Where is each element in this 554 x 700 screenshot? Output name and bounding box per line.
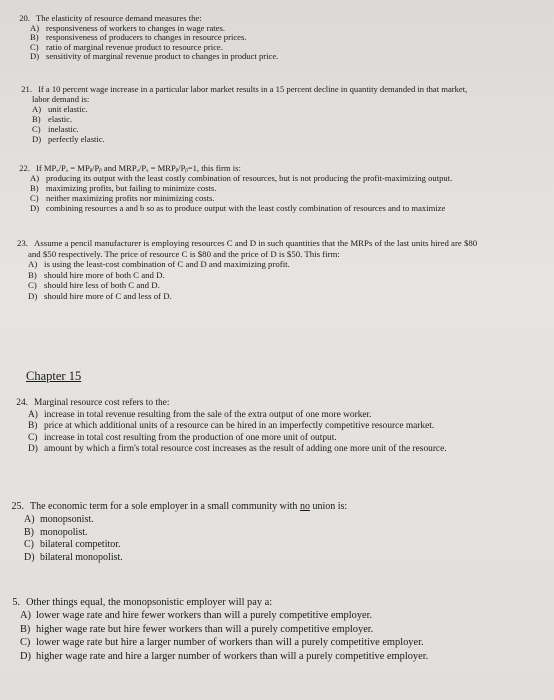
- option-b: B) monopolist.: [24, 526, 88, 538]
- option-d: D) higher wage rate and hire a larger number of workers than will a purely competitive employer.: [20, 650, 429, 662]
- option-b: B) higher wage rate but hire fewer workers than will a purely competitive employer.: [20, 623, 374, 635]
- question-stem-continued: and $50 respectively. The price of resource C is $80 and the price of D is $50. This firm:: [28, 248, 340, 259]
- option-a: A) is using the least-cost combination of C and D and maximizing profit.: [28, 259, 290, 270]
- question-stem-continued: labor demand is:: [32, 94, 90, 104]
- option-d: D) combining resources a and b so as to produce output with the least costly combination of resources and to maximize: [30, 203, 446, 213]
- option-a: A) monopsonist.: [24, 513, 94, 525]
- question-number: 22.: [19, 163, 30, 173]
- option-a: A) responsiveness of workers to changes in wage rates.: [30, 22, 225, 33]
- option-b: B) elastic.: [32, 114, 73, 124]
- underlined-word: no: [299, 501, 310, 512]
- option-b: B) maximizing profits, but failing to minimize costs.: [30, 183, 217, 193]
- option-c: C) bilateral competitor.: [24, 539, 121, 551]
- question-number: 23.: [17, 238, 28, 248]
- question-26: [0, 596, 554, 663]
- option-d: D) should hire more of C and less of D.: [28, 290, 172, 301]
- question-25: [0, 501, 554, 565]
- option-c: C) inelastic.: [32, 124, 79, 134]
- question-number: 21.: [21, 84, 32, 94]
- question-stem: The elasticity of resource demand measures the:: [36, 13, 202, 23]
- question-number: 5.: [12, 597, 20, 608]
- option-c: C) should hire less of both C and D.: [28, 280, 160, 291]
- question-24: [0, 398, 554, 456]
- option-b: B) price at which additional units of a resource can be hired in an imperfectly competitive resource market.: [28, 421, 435, 432]
- option-a: A) producing its output with the least costly combination of resources, but is not producing the profit-maximizing output.: [30, 173, 453, 183]
- option-c: C) ratio of marginal revenue product to resource price.: [30, 41, 223, 52]
- chapter-heading: Chapter 15: [26, 369, 82, 383]
- option-b: B) responsiveness of producers to changes in resource prices.: [30, 32, 247, 43]
- option-a: A) unit elastic.: [32, 104, 88, 114]
- question-20: [0, 14, 554, 62]
- question-21: [0, 84, 554, 144]
- question-stem: If MPₐ/Pₐ = MPᵦ/Pᵦ and MRPₐ/Pₐ = MRPᵦ/Pᵦ=1, this firm is:: [36, 163, 241, 173]
- question-stem: Marginal resource cost refers to the:: [34, 398, 170, 408]
- option-a: A) lower wage rate and hire fewer workers than will a purely competitive employer.: [20, 610, 373, 622]
- option-c: C) neither maximizing profits nor minimizing costs.: [30, 193, 215, 203]
- question-stem: Assume a pencil manufacturer is employing resources C and D in such quantities that the MRPs of the last units hired are $80: [34, 238, 478, 248]
- question-number: 24.: [16, 398, 28, 408]
- question-stem: The economic term for a sole employer in a small community with no union is:: [30, 501, 348, 512]
- option-a: A) increase in total revenue resulting from the sale of the extra output of one more worker.: [28, 409, 372, 420]
- question-stem: If a 10 percent wage increase in a particular labor market results in a 15 percent decline in quantity demanded in that market,: [38, 84, 468, 94]
- option-b: B) should hire more of both C and D.: [28, 269, 165, 280]
- question-22: [0, 163, 554, 213]
- question-number: 20.: [19, 13, 30, 23]
- option-c: C) increase in total cost resulting from the production of one more unit of output.: [28, 432, 337, 443]
- option-d: D) sensitivity of marginal revenue product to changes in product price.: [30, 51, 279, 62]
- option-d: D) perfectly elastic.: [32, 134, 105, 144]
- option-d: D) amount by which a firm's total resource cost increases as the result of adding one more unit of the resource.: [28, 444, 447, 455]
- question-stem: Other things equal, the monopsonistic employer will pay a:: [26, 597, 273, 608]
- question-number: 25.: [11, 501, 24, 512]
- option-d: D) bilateral monopolist.: [24, 552, 123, 564]
- question-23: [0, 238, 554, 302]
- option-c: C) lower wage rate but hire a larger number of workers than will a purely competitive employer.: [20, 637, 424, 649]
